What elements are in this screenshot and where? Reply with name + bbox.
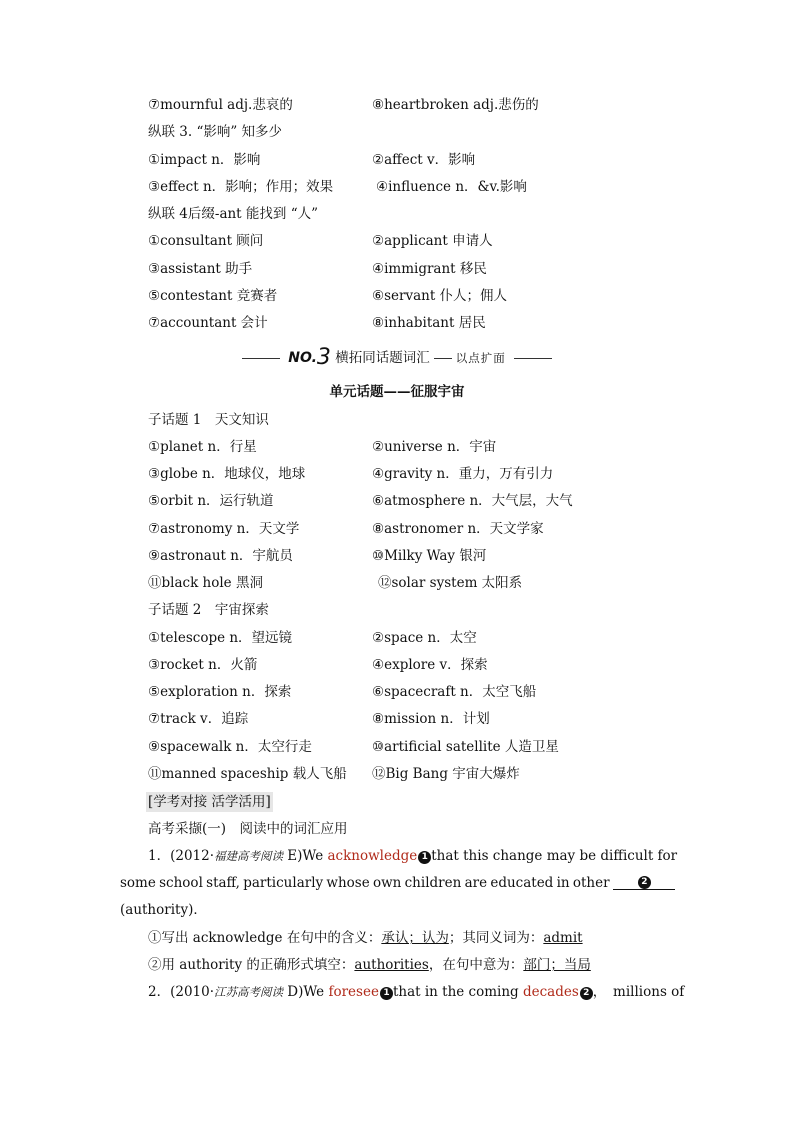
vocab-item: ⑫solar system 太阳系: [378, 575, 523, 591]
q1-blank: [613, 873, 675, 890]
vocab-item: ⑤contestant 竞赛者: [148, 288, 278, 304]
q2-keyword: foresee: [328, 984, 379, 1000]
vocab-item: ⑤exploration n．探索: [148, 684, 292, 700]
vocab-item: ⑫Big Bang 宇宙大爆炸: [372, 766, 520, 782]
q1-word: educated: [490, 875, 554, 891]
marker-2-icon: 2: [580, 987, 593, 1000]
q1-sub-b-prefix: ②用 authority 的正确形式填空：: [148, 957, 355, 973]
q2-lead: [120, 982, 393, 1002]
q1-sub-b-meaning: 部门；当局: [523, 957, 591, 973]
vocab-item: ①telescope n．望远镜: [148, 630, 293, 646]
vocab-item: ②affect v．影响: [372, 152, 476, 168]
vocab-item: ④explore v．探索: [372, 657, 488, 673]
q1-sub-a: [148, 928, 703, 948]
vocab-item: ⑨astronaut n．宇航员: [148, 548, 293, 564]
vocab-item: ④influence n．&v.影响: [376, 179, 527, 195]
vocab-item: ①consultant 顾问: [148, 233, 264, 249]
vocab-item: ③effect n．影响；作用；效果: [148, 179, 334, 195]
banner-no: NO.: [288, 350, 317, 366]
banner-subtitle: 以点扩面: [455, 351, 506, 365]
section-banner: [0, 346, 794, 370]
banner-title: 横拓同话题词汇: [335, 350, 430, 366]
vocab-item: ②applicant 申请人: [372, 233, 493, 249]
q1-word: staff,: [206, 875, 240, 891]
q1-lead: [120, 846, 431, 866]
subtopic-heading: 子话题 1 天文知识: [148, 412, 269, 428]
vocab-item: ②universe n．宇宙: [372, 439, 497, 455]
subtopic-heading: 子话题 2 宇宙探索: [148, 602, 269, 618]
q1-line-2: [120, 873, 675, 893]
vocab-item: ⑥spacecraft n．太空飞船: [372, 684, 537, 700]
q1-word: some: [120, 875, 156, 891]
q2-mid-text: that in the coming: [392, 984, 519, 1000]
q1-sub-a-prefix: ①写出 acknowledge 在句中的含义：: [148, 930, 382, 946]
vocab-item: ⑧mission n．计划: [372, 711, 490, 727]
vocab-item: ④gravity n．重力，万有引力: [372, 466, 554, 482]
q1-number: 1．: [148, 848, 171, 864]
vocab-item: ⑦track v．追踪: [148, 711, 249, 727]
q2-line-1: [120, 982, 685, 1002]
vocab-item: ⑥servant 仆人；佣人: [372, 288, 508, 304]
vocab-item: ②space n．太空: [372, 630, 477, 646]
q1-line-1: [120, 846, 678, 866]
unit-topic-title: 单元话题——征服宇宙: [329, 384, 465, 400]
vocab-item: ⑥atmosphere n．大气层，大气: [372, 493, 573, 509]
banner-number: 3: [316, 345, 331, 370]
q1-source-year: (2012·: [170, 848, 215, 864]
q2-source-end: D)We: [283, 984, 325, 1000]
q1-sub-a-answer: 承认；认为: [381, 930, 449, 946]
vocab-item: ⑧astronomer n．天文学家: [372, 521, 544, 537]
vocab-item: ①planet n．行星: [148, 439, 257, 455]
q1-word: are: [464, 875, 488, 891]
q1-word: children: [404, 875, 462, 891]
vocab-item: ④immigrant 移民: [372, 261, 487, 277]
q2-source-year: (2010·: [170, 984, 215, 1000]
vocab-item: ⑤orbit n．运行轨道: [148, 493, 274, 509]
vocab-item: ⑦astronomy n．天文学: [148, 521, 300, 537]
banner-rule-mid: [434, 358, 452, 359]
marker-1-icon: 1: [380, 987, 393, 1000]
q2-keyword-2: decades: [522, 984, 579, 1000]
vocab-item: ③rocket n．火箭: [148, 657, 258, 673]
vocab-item: ①impact n．影响: [148, 152, 261, 168]
vocab-item: ③globe n．地球仪，地球: [148, 466, 306, 482]
q1-word: own: [372, 875, 402, 891]
q1-rest: that this change may be difficult for: [431, 848, 678, 864]
vocab-item: ⑧heartbroken adj.悲伤的: [372, 97, 539, 113]
q1-keyword: acknowledge: [327, 848, 418, 864]
exam-heading: 高考采撷(一) 阅读中的词汇应用: [148, 821, 348, 837]
q2-number: 2．: [148, 984, 171, 1000]
q1-sub-b-answer: authorities: [354, 957, 429, 973]
vocab-item: ⑨spacewalk n．太空行走: [148, 739, 312, 755]
marker-1-icon: 1: [418, 851, 431, 864]
vocab-item: ⑧inhabitant 居民: [372, 315, 486, 331]
vocab-item: ⑪black hole 黑洞: [148, 575, 263, 591]
banner-rule-right: [514, 358, 552, 359]
q1-sub-a-synonym: admit: [543, 930, 583, 946]
q1-word: school: [159, 875, 203, 891]
vocab-item: ⑦mournful adj.悲哀的: [148, 97, 293, 113]
q1-word: particularly: [243, 875, 324, 891]
vocab-item: ⑩artificial satellite 人造卫星: [372, 739, 559, 755]
q2-tail: ， millions of: [592, 984, 685, 1000]
vocab-item: ⑪manned spaceship 载人飞船: [148, 766, 347, 782]
section-heading: 纵联 3. “影响” 知多少: [148, 124, 283, 140]
q2-middle: [393, 982, 684, 1002]
vocab-item: ③assistant 助手: [148, 261, 253, 277]
q1-source: 福建高考阅读: [214, 849, 284, 863]
practice-tag: [学考对接 活学活用]: [148, 794, 271, 810]
section-heading: 纵联 4后缀-ant 能找到 “人”: [148, 206, 318, 222]
q1-line-3: (authority)．: [120, 902, 207, 918]
q2-source: 江苏高考阅读: [214, 985, 284, 999]
banner-rule-left: [242, 358, 280, 359]
q1-sub-b: [148, 955, 703, 975]
q1-word: in: [556, 875, 570, 891]
q1-word: whose: [326, 875, 370, 891]
q1-sub-b-mid: ，在句中意为：: [428, 957, 524, 973]
q1-word: other: [572, 875, 610, 891]
vocab-item: ⑦accountant 会计: [148, 315, 268, 331]
vocab-item: ⑩Milky Way 银河: [372, 548, 487, 564]
q1-source-end: E)We: [283, 848, 324, 864]
marker-2-icon: 2: [638, 876, 651, 889]
q1-sub-a-mid: ；其同义词为：: [448, 930, 544, 946]
